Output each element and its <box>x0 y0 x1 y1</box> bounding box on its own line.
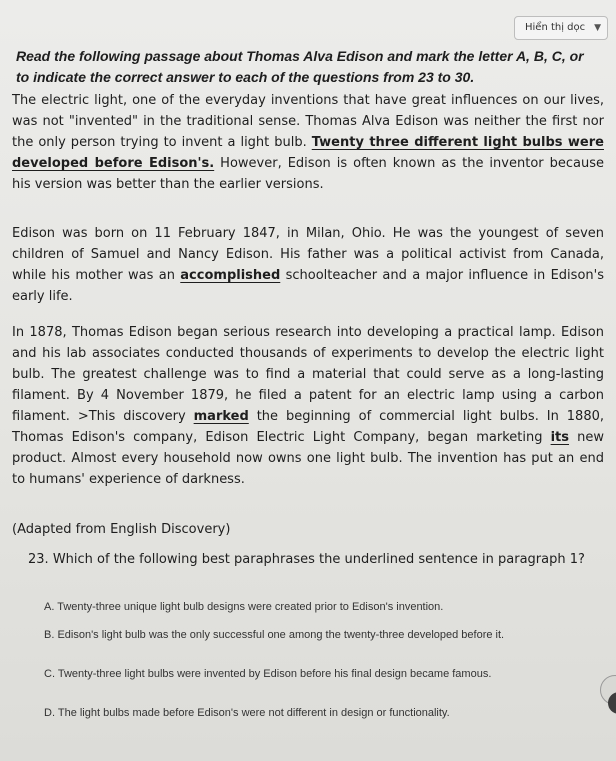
instruction-line-2: to indicate the correct answer to each of the questions from 23 to 30. <box>16 69 475 85</box>
option-d[interactable]: D. The light bulbs made before Edison's were not different in design or functionality. <box>44 707 450 719</box>
underlined-word-accomplished: accomplished <box>180 268 281 283</box>
option-b[interactable]: B. Edison's light bulb was the only successful one among the twenty-three developed before it. <box>44 629 505 641</box>
view-mode-dropdown[interactable] <box>514 16 608 40</box>
paragraph-2-text-end: schoolteacher and a major influence in Edison's early life. <box>12 268 604 304</box>
instruction <box>16 46 604 88</box>
view-mode-label: Hiển thị dọc <box>525 22 586 33</box>
option-a[interactable]: A. Twenty-three unique light bulb designs were created prior to Edison's invention. <box>44 601 444 613</box>
paragraph-3-text-end: new product. Almost every household now owns one light bulb. The invention has put an end to humans' experience of darkness. <box>12 430 604 487</box>
paragraph-2-text: Edison was born on 11 February 1847, in Milan, Ohio. He was the youngest of seven children of Samuel and Nancy Edison. His father was a political activist from Canada, while his mother was an <box>12 226 604 283</box>
paragraph-1-text-end: However, Edison is often known as the inventor because his version was better than the earlier versions. <box>12 156 604 192</box>
option-c[interactable]: C. Twenty-three light bulbs were invented by Edison before his final design became famous. <box>44 668 492 680</box>
instruction-line-1: Read the following passage about Thomas Alva Edison and mark the letter A, B, C, or <box>16 48 584 64</box>
paragraph-3-text: In 1878, Thomas Edison began serious research into developing a practical lamp. Edison and his lab associates conducted thousands of experiments to develop the electric light bulb. The greatest challenge was to find a material that could serve as a long-lasting filament. By 4 November 1879, he filed a patent for an electric lamp using a carbon filament. >This discovery <box>12 325 604 424</box>
paragraph-1-text: The electric light, one of the everyday inventions that have great influences on our lives, was not "invented" in the traditional sense. Thomas Alva Edison was neither the first nor the only person trying to invent a light bulb. <box>12 93 604 150</box>
passage-paragraph-3 <box>12 322 604 490</box>
question-number: 23. <box>28 552 49 567</box>
passage-paragraph-2 <box>12 223 604 307</box>
underlined-word-marked: marked <box>193 409 249 424</box>
question-text: Which of the following best paraphrases the underlined sentence in paragraph 1? <box>52 552 585 567</box>
underlined-word-its: its <box>550 430 570 445</box>
question-23 <box>28 550 598 570</box>
chevron-down-icon: ▼ <box>594 23 601 33</box>
paragraph-3-text-mid: the beginning of commercial light bulbs. In 1880, Thomas Edison's company, Edison Electric Light Company, began marketing <box>12 409 604 445</box>
source-citation: (Adapted from English Discovery) <box>12 522 231 537</box>
underlined-sentence: Twenty three different light bulbs were developed before Edison's. <box>12 135 604 171</box>
passage-paragraph-1 <box>12 90 604 195</box>
